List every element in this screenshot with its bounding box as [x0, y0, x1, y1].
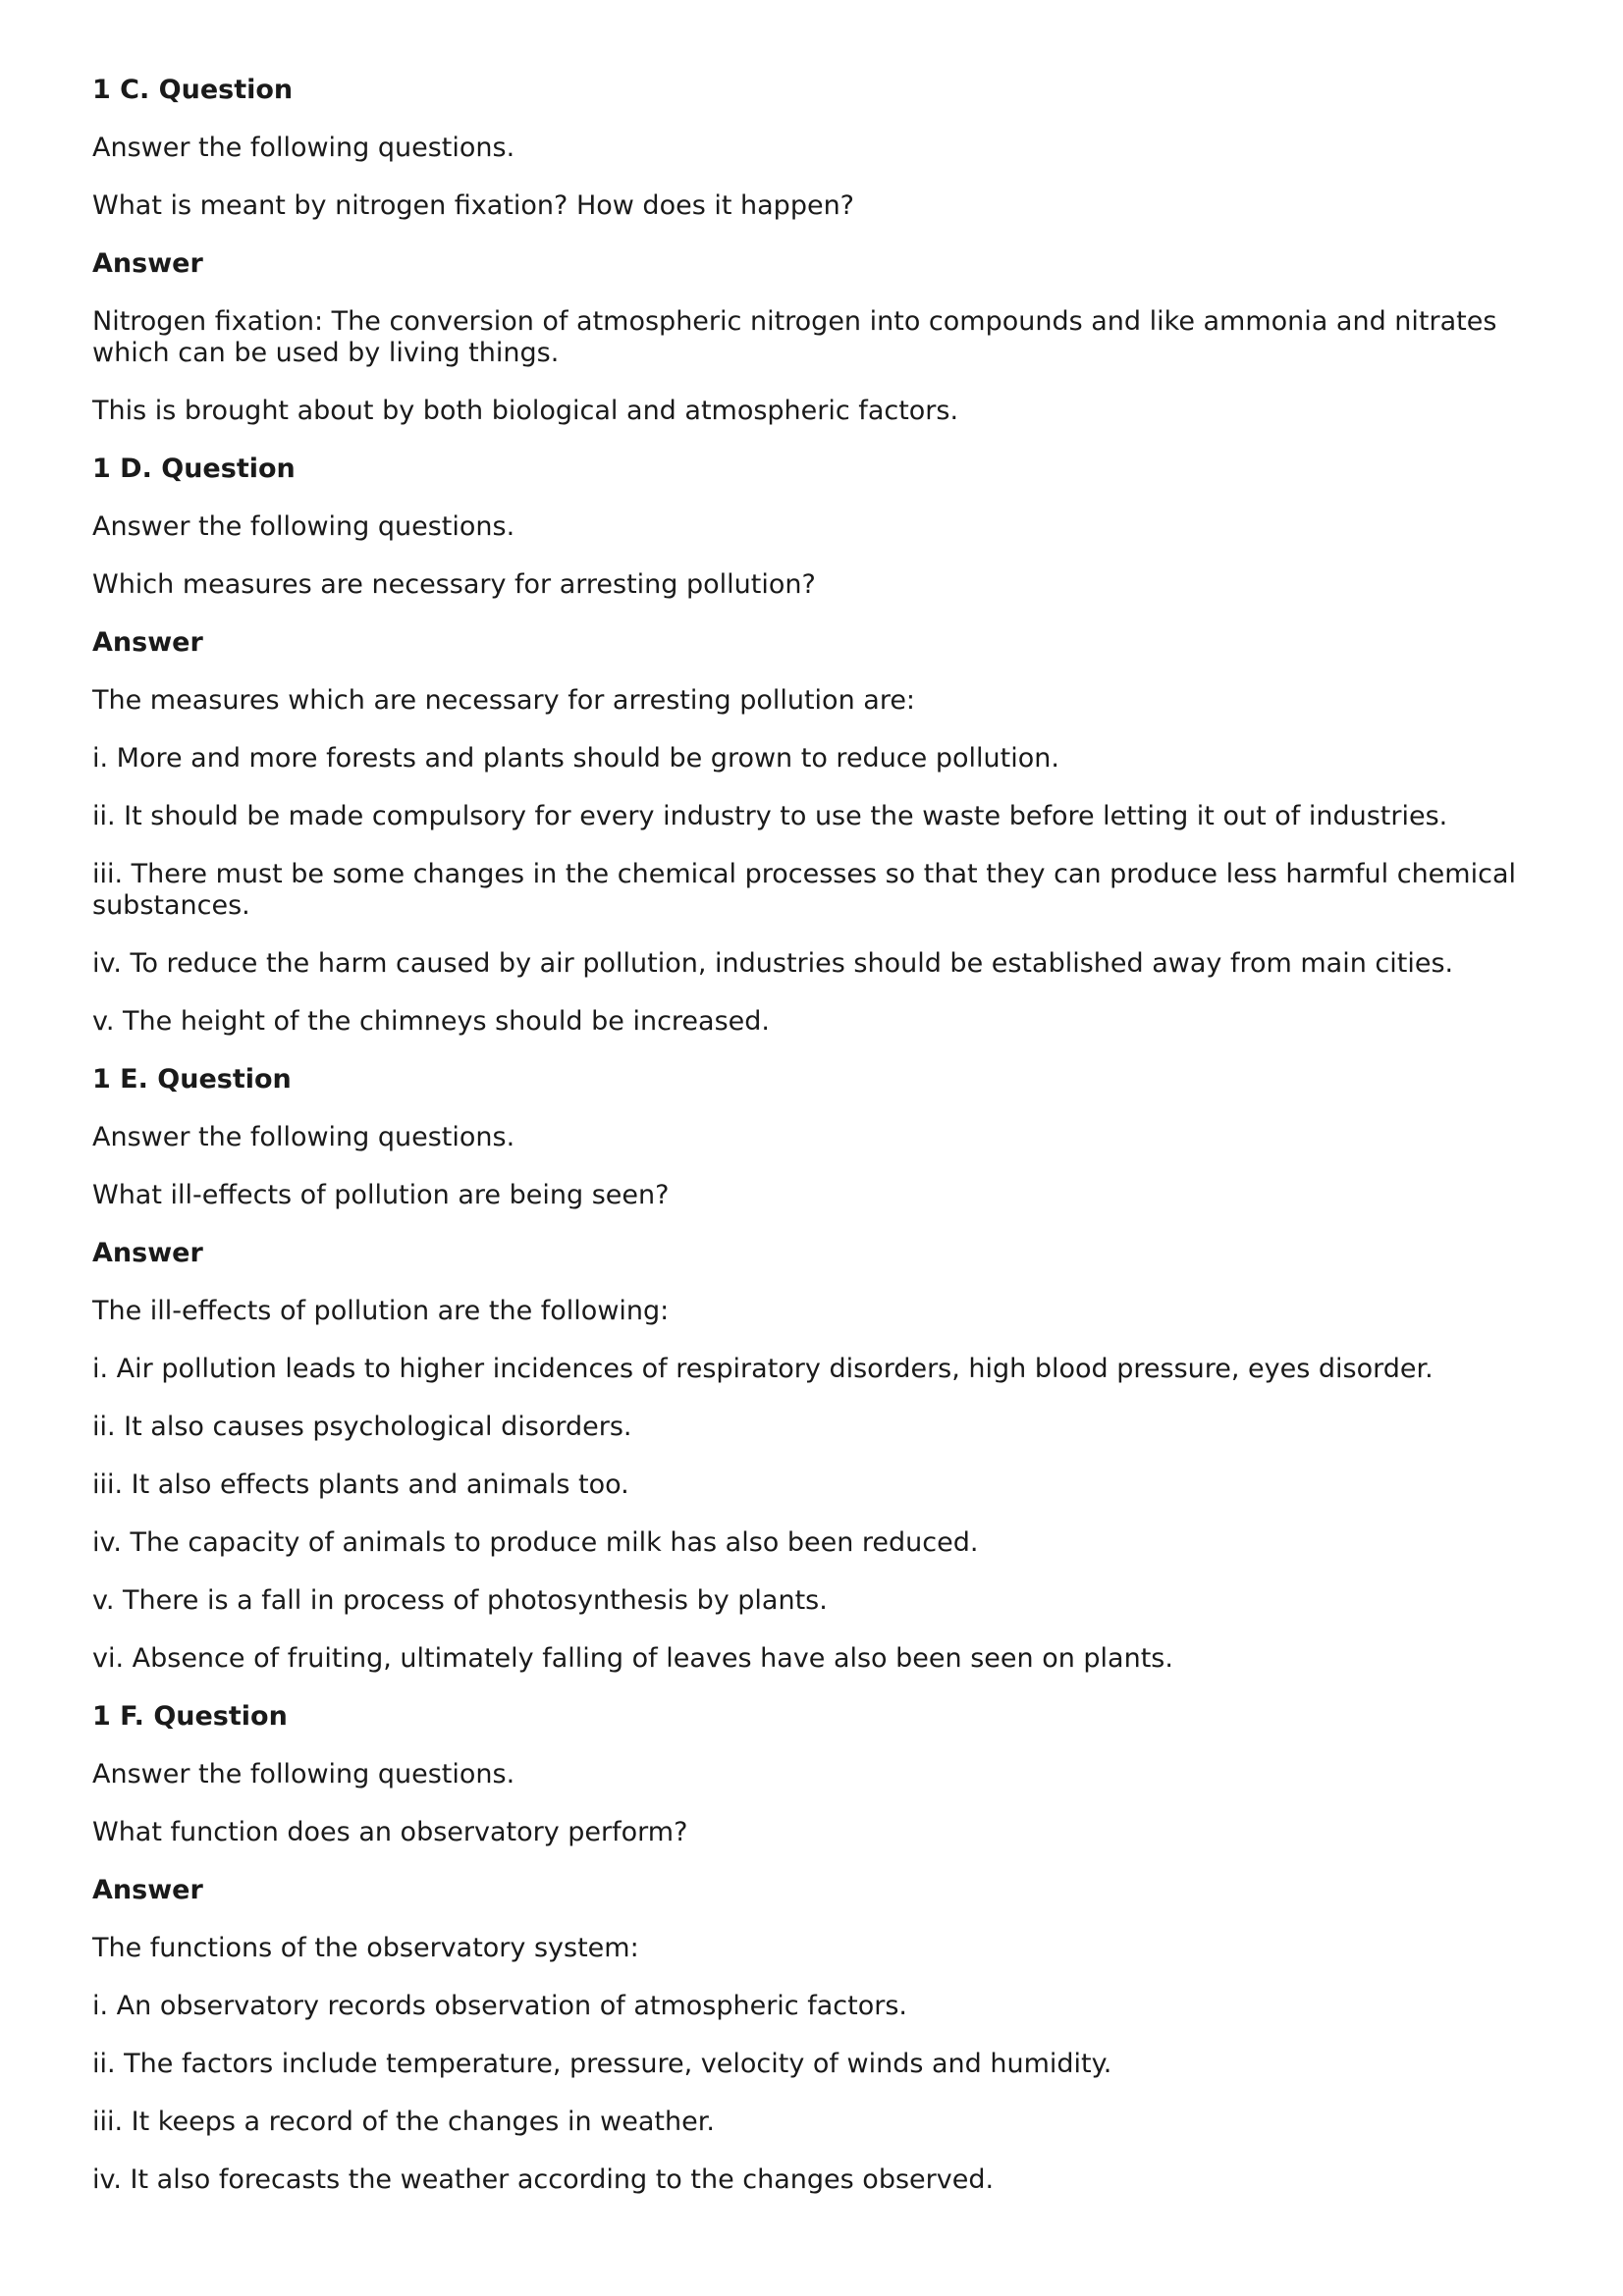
- question-section-1d: [92, 454, 1545, 1038]
- answer-list-item: iv. To reduce the harm caused by air pollution, industries should be established away from main cities.: [92, 948, 1454, 979]
- answer-list-item: i. Air pollution leads to higher incidences of respiratory disorders, high blood pressure, eyes disorder.: [92, 1354, 1434, 1384]
- answer-list-item: ii. It also causes psychological disorders.: [92, 1412, 632, 1442]
- answer-list-item: iv. It also forecasts the weather according to the changes observed.: [92, 2164, 995, 2195]
- answer-list-item: iv. The capacity of animals to produce milk has also been reduced.: [92, 1527, 979, 1558]
- answer-list-item: ii. The factors include temperature, pressure, velocity of winds and humidity.: [92, 2049, 1112, 2079]
- question-prompt: Answer the following questions.: [92, 133, 515, 163]
- answer-list-item: iii. It also effects plants and animals too.: [92, 1469, 629, 1500]
- question-prompt: Answer the following questions.: [92, 1759, 515, 1789]
- question-section-1c: [92, 75, 1545, 427]
- answer-list-item: vi. Absence of fruiting, ultimately falling of leaves have also been seen on plants.: [92, 1643, 1173, 1674]
- answer-list-item: v. There is a fall in process of photosynthesis by plants.: [92, 1585, 828, 1616]
- answer-label: Answer: [92, 1238, 203, 1268]
- answer-list-item: i. An observatory records observation of atmospheric factors.: [92, 1991, 907, 2021]
- answer-paragraph: This is brought about by both biological and atmospheric factors.: [92, 396, 959, 426]
- answer-list-item: iii. There must be some changes in the chemical processes so that they can produce less harmful chemical substances.: [92, 859, 1516, 921]
- question-heading: 1 D. Question: [92, 454, 296, 484]
- answer-list-item: i. More and more forests and plants should be grown to reduce pollution.: [92, 743, 1059, 774]
- question-section-1e: [92, 1064, 1545, 1675]
- question-text: What function does an observatory perform?: [92, 1817, 688, 1847]
- question-prompt: Answer the following questions.: [92, 511, 515, 542]
- question-text: What is meant by nitrogen fixation? How does it happen?: [92, 190, 855, 221]
- question-heading: 1 F. Question: [92, 1701, 288, 1732]
- answer-paragraph: The functions of the observatory system:: [92, 1933, 639, 1963]
- answer-list-item: ii. It should be made compulsory for every industry to use the waste before letting it out of industries.: [92, 801, 1448, 831]
- question-section-1f: [92, 1701, 1545, 2196]
- answer-label: Answer: [92, 627, 203, 658]
- question-prompt: Answer the following questions.: [92, 1122, 515, 1152]
- answer-paragraph: The ill-effects of pollution are the following:: [92, 1296, 670, 1326]
- answer-paragraph: The measures which are necessary for arresting pollution are:: [92, 685, 916, 716]
- answer-label: Answer: [92, 1875, 203, 1905]
- answer-list-item: iii. It keeps a record of the changes in weather.: [92, 2107, 715, 2137]
- answer-paragraph: Nitrogen fixation: The conversion of atmospheric nitrogen into compounds and like ammonia and nitrates which can be used by living things.: [92, 306, 1497, 368]
- document-page: [92, 75, 1545, 2222]
- question-text: What ill-effects of pollution are being seen?: [92, 1180, 670, 1210]
- question-heading: 1 C. Question: [92, 75, 294, 105]
- answer-list-item: v. The height of the chimneys should be increased.: [92, 1006, 770, 1037]
- question-text: Which measures are necessary for arresting pollution?: [92, 569, 816, 600]
- question-heading: 1 E. Question: [92, 1064, 292, 1095]
- answer-label: Answer: [92, 248, 203, 279]
